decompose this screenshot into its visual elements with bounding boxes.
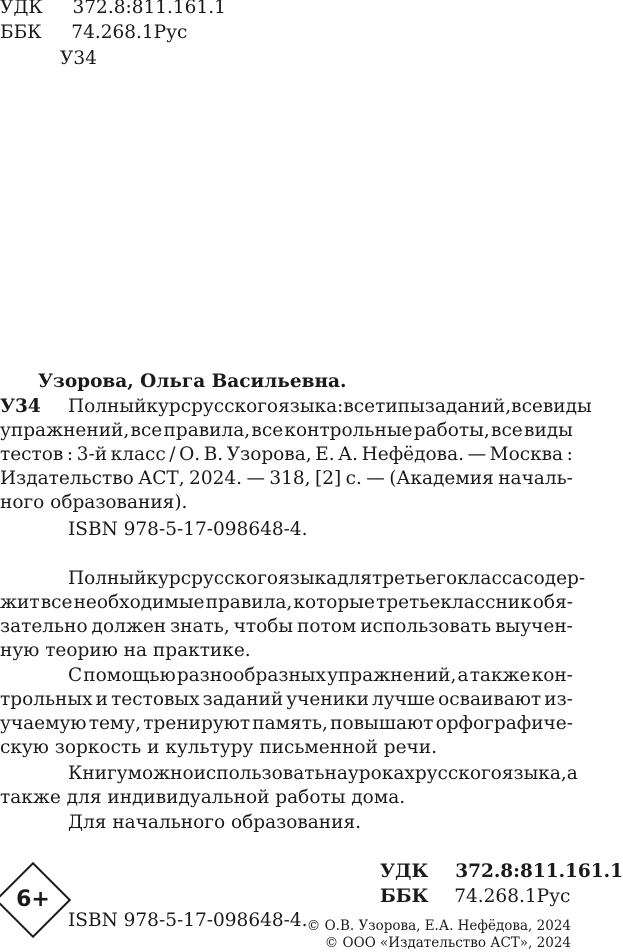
word: третьего [371,568,458,589]
word: языка [278,568,338,589]
annotation-line [0,712,573,736]
word: АСТ, [138,468,185,489]
word: с. [345,468,362,489]
word: — [246,468,265,489]
word: заданий [202,689,284,710]
word: Книгу [68,763,128,784]
word: контрольные [284,420,413,441]
bottom-udk [380,860,623,884]
annotation-line [0,591,573,615]
word: из- [544,689,573,710]
word: правила, [205,592,293,613]
audience-note: Для начального образования. [68,812,362,833]
word: обя- [532,592,573,613]
copyright-authors: © О.В. Узорова, Е.А. Нефёдова, 2024 [306,918,571,934]
word: знать, [170,616,230,637]
word: О. [179,444,201,465]
annotation-line: также для индивидуальной работы дома. [0,787,406,808]
word: третьеклассник [376,592,532,613]
word: все [511,396,543,417]
word: языка [278,396,338,417]
word: тестовых [111,689,200,710]
annotation-line [0,688,573,712]
annotation-line [68,762,578,786]
word: содер- [523,568,586,589]
word: типы [375,396,425,417]
word: потом [297,616,357,637]
word: Узорова, [226,444,312,465]
word: : [566,444,573,465]
word: 318, [269,468,311,489]
word: тестов [0,444,64,465]
title-line [0,467,573,491]
word: русского [191,396,279,417]
word: класса [457,568,524,589]
word: а [566,763,578,784]
top-udk-value: 372.8:811.161.1 [72,0,226,18]
annotation-line [68,567,586,591]
word: Издательство [0,468,134,489]
word: учаемую [0,713,87,734]
copyright-publisher: © ООО «Издательство АСТ», 2024 [324,935,571,951]
word: курс [146,396,192,417]
word: лучше [372,689,436,710]
word: все [130,420,163,441]
word: Москва [489,444,564,465]
word: правила, [163,420,251,441]
bottom-bbk-value: 74.268.1Рус [454,886,571,907]
word: — [467,444,487,465]
author-heading: Узорова, Ольга Васильевна. [38,371,347,392]
word: Нефёдова. [361,444,464,465]
word: Полный [68,568,147,589]
word: тему, [88,713,142,734]
word: упражнений, [327,665,457,686]
word: все [251,420,284,441]
word: использовать [360,616,492,637]
word: орфографиче- [435,713,573,734]
word: можно [127,763,194,784]
top-bbk-value: 74.268.1Рус [71,22,188,43]
word: все [343,396,376,417]
word: В. [203,444,224,465]
word: класс [110,444,166,465]
isbn-bottom: ISBN 978-5-17-098648-4. [68,910,308,931]
title-line: ного образования). [0,492,188,513]
word: ученики [286,689,369,710]
annotation-line: скую зоркость и культуру письменной речи. [0,737,437,758]
word: для [337,568,372,589]
age-rating: 6+ [16,887,50,912]
annotation-paragraph [0,664,573,760]
word: русского [191,568,279,589]
word: — [366,468,385,489]
word: необходимые [73,592,205,613]
top-bbk-label: ББК [0,22,42,43]
top-udk-label: УДК [0,0,43,18]
word: : [66,444,74,465]
annotation-paragraph [0,567,586,663]
word: 3-й [76,444,108,465]
word: / [169,444,176,465]
word: трольных [0,689,93,710]
bottom-bbk-label: ББК [380,886,429,907]
title-description [0,395,592,515]
word: русского [414,763,502,784]
word: А. [338,444,359,465]
word: должен [91,616,167,637]
word: : [337,396,344,417]
word: С [68,665,83,686]
word: память, [252,713,328,734]
bottom-bbk [380,885,570,909]
top-udk [0,0,226,20]
annotation-line [0,615,573,639]
word: разнообразных [176,665,326,686]
word: работы, [413,420,490,441]
word: также [469,665,531,686]
word: помощью [83,665,176,686]
word: которые [293,592,375,613]
word: а [457,665,469,686]
word: виды [542,396,592,417]
top-author-mark: У34 [60,48,97,69]
word: кон- [531,665,573,686]
annotation-line [68,664,573,688]
word: все [491,420,523,441]
isbn: ISBN 978-5-17-098648-4. [68,519,308,540]
title-line [68,395,592,419]
bottom-udk-label: УДК [380,861,429,882]
top-bbk [0,21,187,45]
word: использовать [193,763,325,784]
word: курс [146,568,192,589]
word: Полный [68,396,147,417]
word: [2] [314,468,342,489]
word: зательно [0,616,88,637]
word: языка, [501,763,567,784]
word: началь- [498,468,573,489]
author-mark: У34 [0,396,41,417]
word: (Академия [389,468,494,489]
word: повышают [330,713,434,734]
word: Е. [315,444,335,465]
word: выучен- [495,616,573,637]
word: чтобы [233,616,294,637]
annotation-paragraph [0,762,578,810]
title-line [0,443,573,467]
word: упражнений, [0,420,130,441]
word: тренируют [143,713,251,734]
word: виды [524,420,573,441]
bottom-udk-value: 372.8:811.161.1 [455,861,623,882]
title-line [0,419,573,443]
word: заданий, [424,396,512,417]
word: 2024. [189,468,243,489]
word: и [95,689,108,710]
word: уроках [347,763,415,784]
word: на [324,763,348,784]
word: все [40,592,73,613]
word: жит [0,592,40,613]
word: осваивают [438,689,542,710]
annotation-line: ную теорию на практике. [0,640,251,661]
